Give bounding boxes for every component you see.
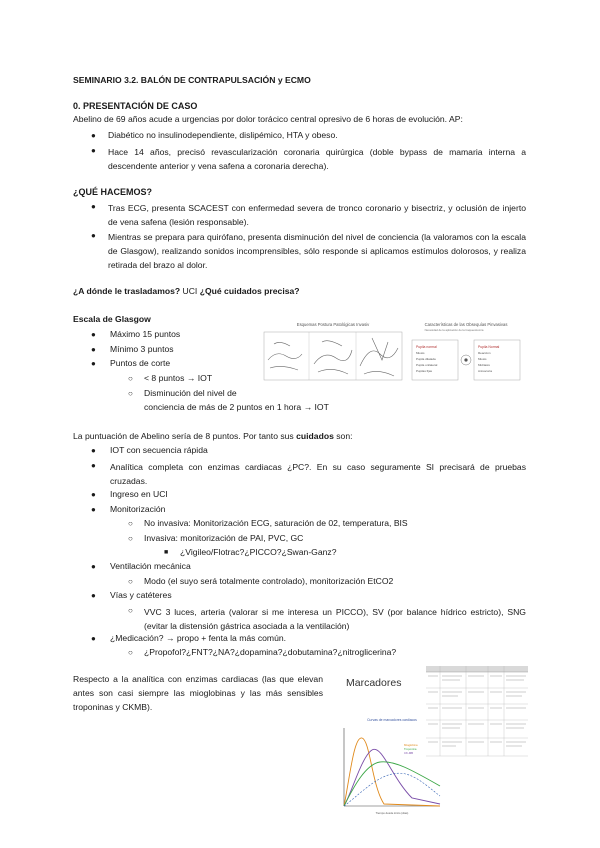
list-item: Ingreso en UCI (110, 489, 168, 499)
bullet-icon: ● (91, 505, 96, 514)
list-item: ¿Medicación? → propo + fenta la más común. (110, 633, 287, 643)
case-intro: Abelino de 69 años acude a urgencias por dolor torácico central opresivo de 6 horas de evolución. AP: (73, 114, 463, 124)
list-item: Puntos de corte (110, 358, 171, 368)
cuidados-intro-post: son: (333, 431, 353, 441)
pupils-figure-subtitle: Necesidad de la aplicación de la traqueostomía (424, 328, 484, 332)
bullet-icon: ● (91, 231, 96, 240)
pupils-box1-line3: Pupila dilatada (416, 357, 436, 361)
chart-x-label: Tiempo desde inicio (días) (375, 811, 409, 815)
pupils-box1-line1: Pupila normal (416, 345, 437, 349)
bullet-icon: ● (91, 461, 96, 470)
list-item: Modo (el suyo será totalmente controlado), monitorización EtCO2 (144, 576, 394, 586)
question-care: ¿Qué cuidados precisa? (199, 286, 300, 296)
circle-bullet-icon: ○ (128, 648, 133, 657)
posturing-figure (262, 320, 404, 382)
square-bullet-icon: ■ (164, 549, 169, 556)
circle-bullet-icon: ○ (128, 519, 133, 528)
list-item: IOT con secuencia rápida (110, 445, 208, 455)
cuidados-intro (73, 431, 353, 442)
chart-series-troponin (344, 762, 440, 806)
list-item: Mínimo 3 puntos (110, 344, 174, 354)
circle-bullet-icon: ○ (128, 389, 133, 398)
pupils-box2-line3: Miosis (478, 357, 487, 361)
cuidados-intro-bold: cuidados (296, 431, 334, 441)
bullet-icon: ● (91, 359, 96, 368)
answer-uci: UCI (180, 286, 200, 296)
analitica-paragraph: Respecto a la analítica con enzimas cardiacas (las que elevan antes son casi siempre las mioglobinas y las más sensibles troponinas y CKMB). (73, 674, 323, 712)
bullet-icon: ● (91, 345, 96, 354)
list-item: Diabético no insulinodependiente, dislipémico, HTA y obeso. (108, 130, 338, 140)
pupils-figure (410, 320, 522, 382)
list-item: No invasiva: Monitorización ECG, saturación de 02, temperatura, BIS (144, 518, 408, 528)
pupils-box1-line5: Pupilas fijas (416, 369, 433, 373)
bullet-icon: ● (91, 131, 96, 140)
list-item: Tras ECG, presenta SCACEST con enfermedad severa de tronco coronario y bisectriz, y oclusión de injerto de vena safena (lesión responsable). (108, 203, 526, 227)
list-item: ¿Propofol?¿FNT?¿NA?¿dopamina?¿dobutamina?¿nitroglicerina? (144, 647, 397, 657)
posturing-figure-title: Esquemas Postura Patológicas Invasiv (296, 322, 370, 327)
bullet-icon: ● (91, 202, 96, 211)
chart-legend-item-1: Mioglobina (404, 743, 418, 747)
cardiac-markers-table (426, 666, 528, 762)
bullet-icon: ● (91, 330, 96, 339)
chart-legend-item-3: CK-MB (404, 751, 414, 755)
circle-bullet-icon: ○ (128, 606, 133, 615)
pupils-box2-line4: Midriasis (478, 363, 490, 367)
pupils-box1-line2: Miosis (416, 351, 425, 355)
bullet-icon: ● (91, 634, 96, 643)
circle-bullet-icon: ○ (128, 374, 133, 383)
list-item: VVC 3 luces, arteria (valorar si me interesa un PICCO), SV (por balance hídrico estricto), SNG (evitar la distensión gástrica asociada a la ventilación) (144, 607, 526, 631)
list-item: Hace 14 años, precisó revascularización coronaria quirúrgica (doble bypass de mamaria interna a descendente anterior y vena safena a coronaria derecha). (108, 147, 526, 171)
pupils-figure-title: Características de las Obsequías Pinvasivas (424, 322, 508, 327)
list-item: conciencia de más de 2 puntos en 1 hora → IOT (144, 402, 329, 412)
cuidados-intro-pre: La puntuación de Abelino sería de 8 puntos. Por tanto sus (73, 431, 297, 441)
section-heading-presentacion: 0. PRESENTACIÓN DE CASO (73, 101, 198, 111)
list-item: < 8 puntos → IOT (144, 373, 213, 383)
question-where: ¿A dónde le trasladamos? (73, 286, 181, 296)
bullet-icon: ● (91, 146, 96, 155)
pupils-box2-line5: Anisocoria (478, 369, 493, 373)
chart-legend-item-2: Troponina (404, 747, 417, 751)
list-item: Invasiva: monitorización de PAI, PVC, GC (144, 533, 304, 543)
list-item: ¿Vigileo/Flotrac?¿PICCO?¿Swan-Ganz? (180, 547, 337, 557)
glasgow-heading: Escala de Glasgow (73, 314, 151, 324)
chart-subtitle: Curvas de marcadores cardiacos (367, 718, 417, 722)
pupils-box1-line4: Pupila unilateral (416, 363, 438, 367)
bullet-icon: ● (91, 562, 96, 571)
list-item: Vías y catéteres (110, 590, 172, 600)
pupils-box2-line1: Pupila Normal (478, 345, 500, 349)
pupils-box2-line2: Reacción (478, 351, 491, 355)
document-title: SEMINARIO 3.2. BALÓN DE CONTRAPULSACIÓN y ECMO (73, 75, 311, 85)
list-item: Mientras se prepara para quirófano, presenta disminución del nivel de conciencia (la valoramos con la escala de Glasgow), realizando sonidos incomprensibles, sólo responde si aplicamos estímulos dolorosos, y realiza retirada del brazo al dolor. (108, 232, 526, 270)
list-item: Máximo 15 puntos (110, 329, 181, 339)
circle-bullet-icon: ○ (128, 534, 133, 543)
question-line (73, 286, 300, 297)
bullet-icon: ● (91, 490, 96, 499)
bullet-icon: ● (91, 446, 96, 455)
chart-title: Marcadores (346, 677, 402, 689)
list-item: Ventilación mecánica (110, 561, 191, 571)
circle-bullet-icon: ○ (128, 577, 133, 586)
list-item: Monitorización (110, 504, 166, 514)
section-heading-que-hacemos: ¿QUÉ HACEMOS? (73, 187, 153, 197)
list-item: Disminución del nivel de (144, 388, 237, 398)
list-item: Analítica completa con enzimas cardiacas ¿PC?. En su caso seguramente SI precisará de pruebas cruzadas. (110, 462, 526, 486)
bullet-icon: ● (91, 591, 96, 600)
